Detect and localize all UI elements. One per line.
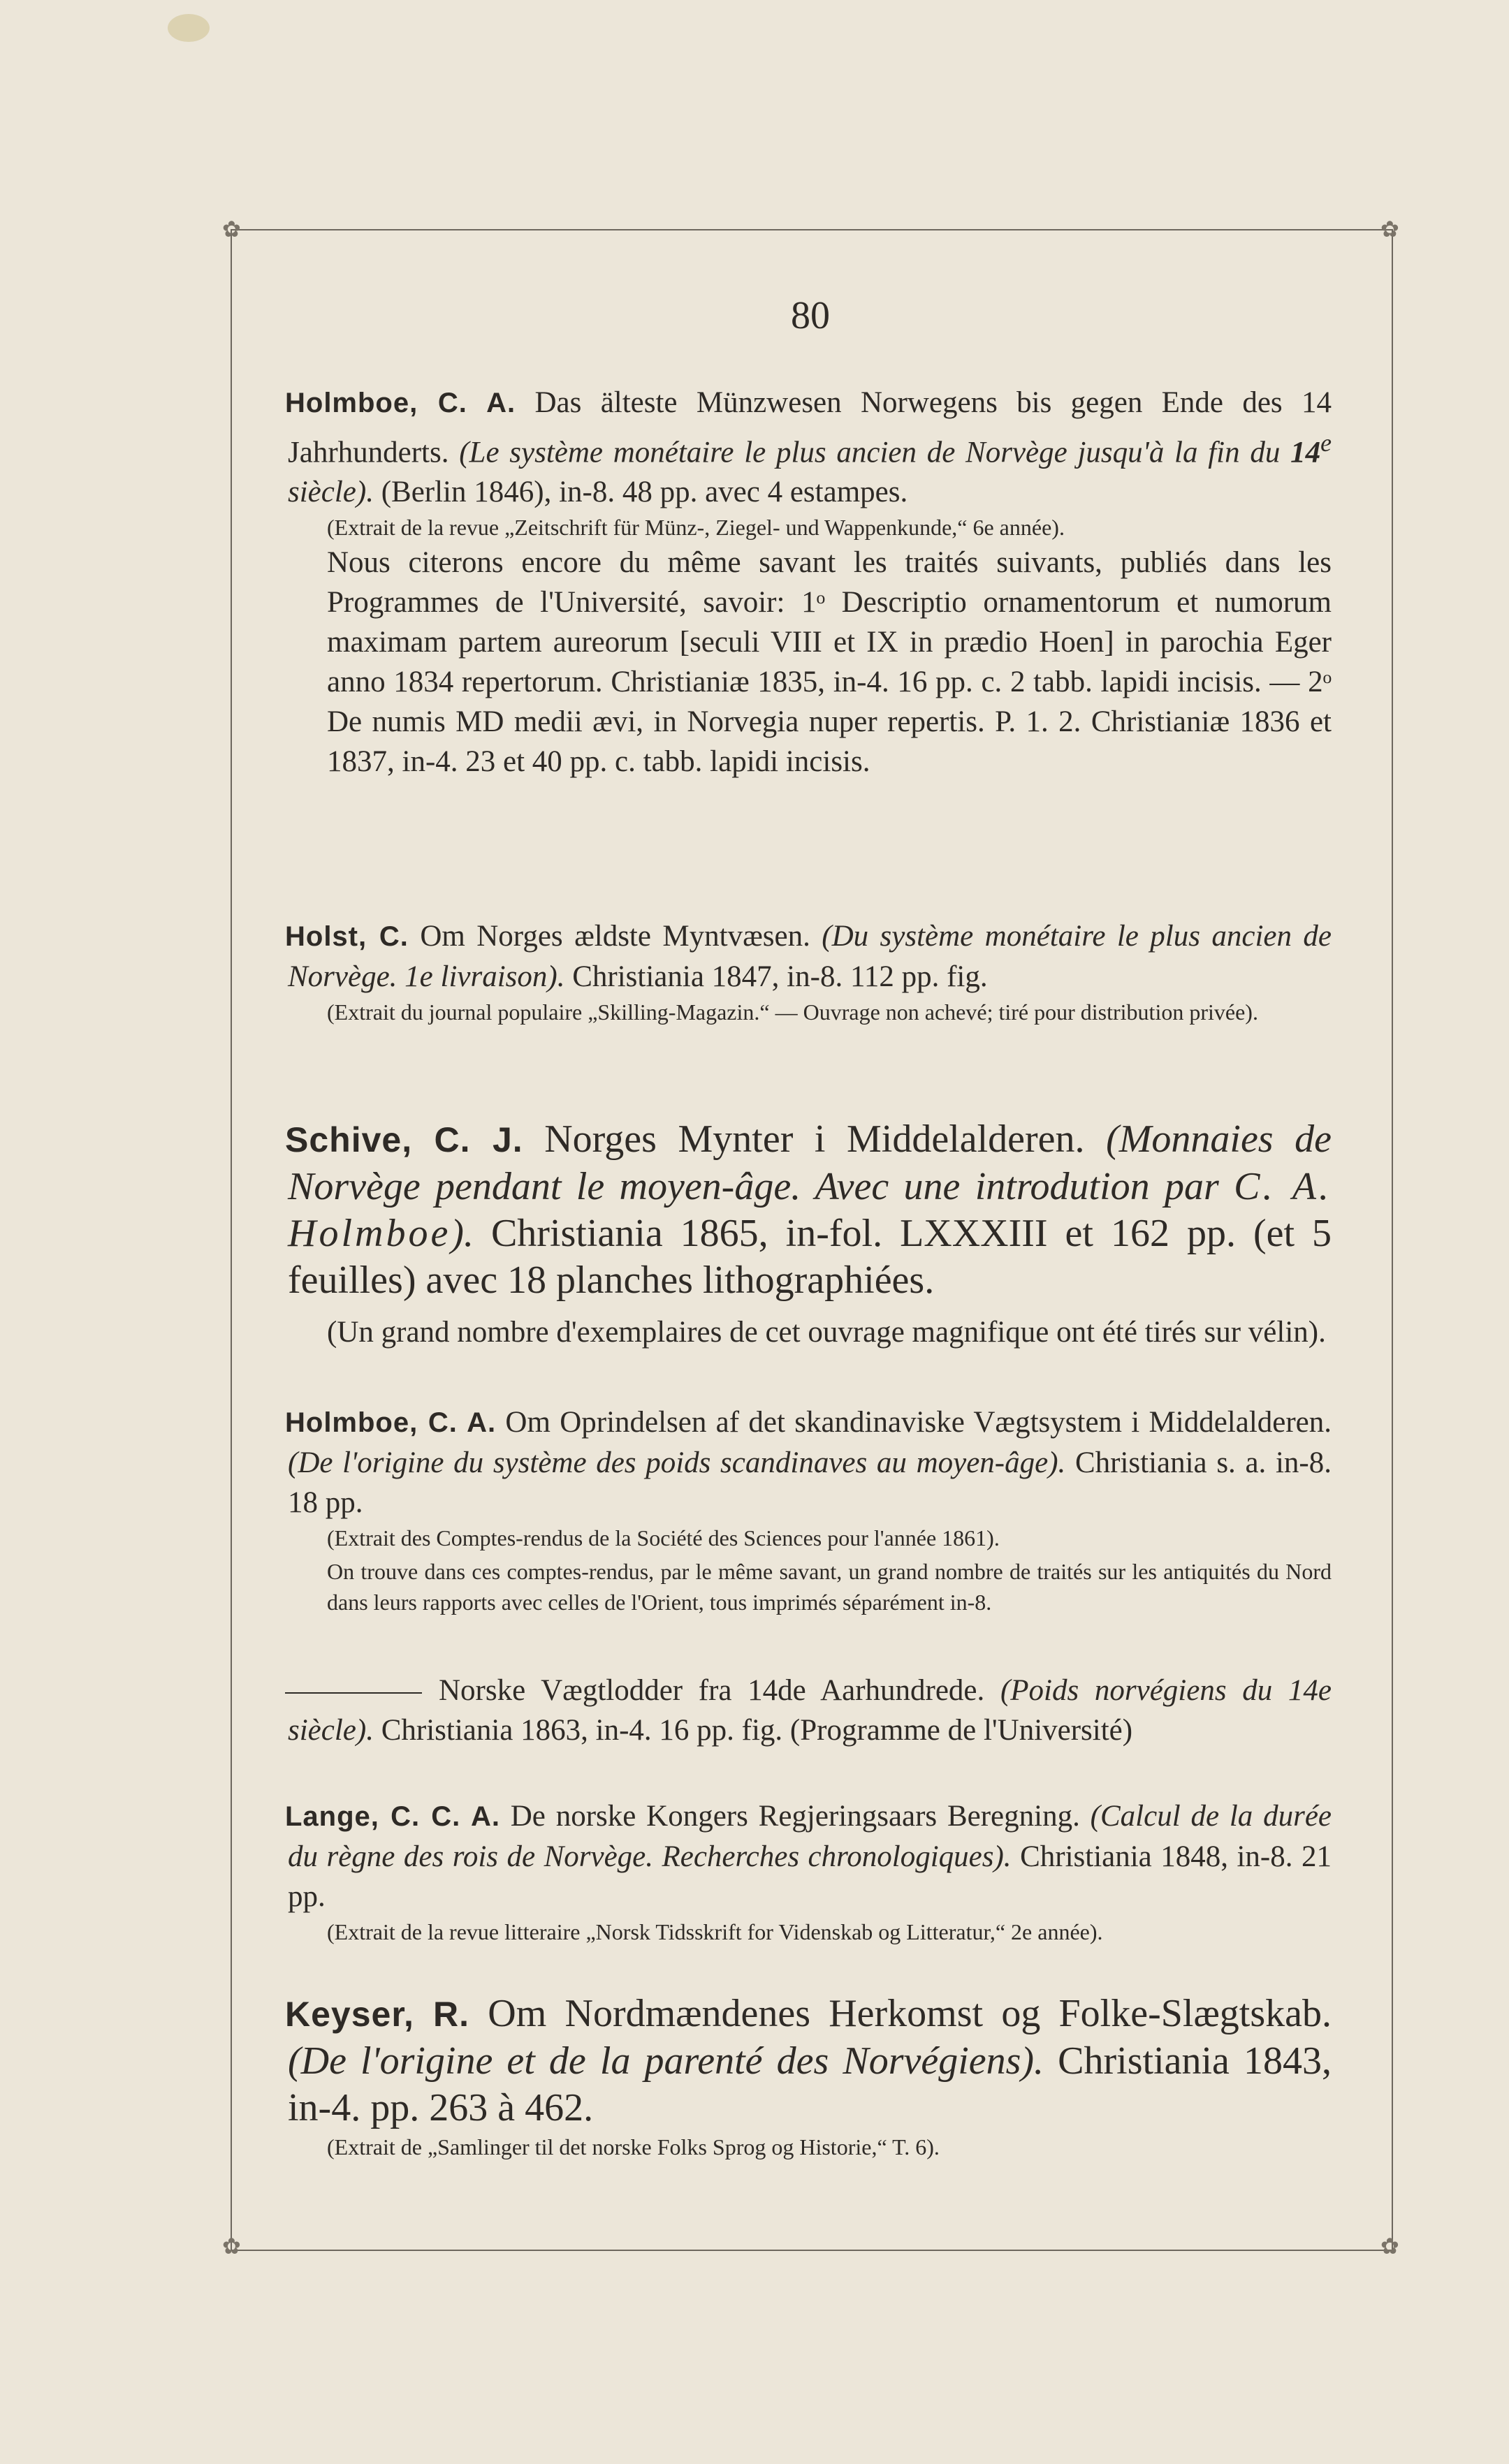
corner-ornament-icon: ✿ [1380,217,1399,242]
corner-ornament-icon: ✿ [1380,2234,1399,2259]
entry-title: Om Norges ældste Myntvæsen. [420,920,810,953]
paper-stain [168,14,210,42]
entry-title: Om Oprindelsen af det skandinaviske Vægtsystem i Middelalderen. [505,1406,1332,1439]
entry-note: (Extrait du journal populaire „Skilling-Magazin.“ — Ouvrage non achevé; tiré pour distribution privée). [327,999,1258,1025]
bibliography-entry [288,1671,1332,1750]
entry-title: Om Nordmændenes Herkomst og Folke-Slægtskab. [488,1992,1332,2035]
entry-title: Norske Vægtlodder fra 14de Aarhundrede. [439,1674,985,1707]
corner-ornament-icon: ✿ [222,2234,241,2259]
bibliography-entry [285,1402,1332,1618]
entry-translation-ordinal: 14 [1290,436,1321,469]
entry-translation-end: siècle). [288,476,374,509]
bibliography-entry [285,916,1332,1027]
entry-translation: (Le système monétaire le plus ancien de Norvège jusqu'à la fin du [459,436,1281,469]
entry-publication: Christiania 1848, in-8. 21 pp. [288,1840,1332,1913]
entry-note: (Extrait de la revue „Zeitschrift für Münz-, Ziegel- und Wappenkunde,“ 6e année). [327,515,1065,541]
entry-note: (Extrait de „Samlinger til det norske Folks Sprog og Historie,“ T. 6). [327,2134,940,2159]
page-number: 80 [791,294,830,337]
entry-note: (Extrait de la revue litteraire „Norsk Tidsskrift for Videnskab og Litteratur,“ 2e année). [327,1919,1103,1944]
entry-translation: (Du système monétaire le plus ancien de Norvège. 1e livraison). [288,920,1332,993]
entry-publication: Christiania 1843, in-4. pp. 263 à 462. [288,2039,1332,2129]
entry-note: (Un grand nombre d'exemplaires de cet ouvrage magnifique ont été tirés sur vélin). [327,1316,1326,1349]
entry-author: Lange, C. C. A. [285,1801,500,1832]
corner-ornament-icon: ✿ [222,217,241,242]
entry-translation: (De l'origine et de la parenté des Norvégiens). [288,2039,1044,2083]
entry-publication: Christiania s. a. in-8. 18 pp. [288,1446,1332,1519]
entry-author: Holst, C. [285,921,409,952]
entry-paragraph: Nous citerons encore du même savant les traités suivants, publiés dans les Programmes de l'Université, savoir: 1ᵒ Descriptio ornamentorum et numorum maximam partem aureorum [seculi VIII et IX in prædio Hoen] in parochia Eger anno 1834 repertorum. Christianiæ 1835, in-4. 16 pp. c. 2 tabb. lapidi incisis. — 2ᵒ De numis MD medii ævi, in Norvegia nuper repertis. P. 1. 2. Christianiæ 1836 et 1837, in-4. 23 et 40 pp. c. tabb. lapidi incisis. [327,546,1332,779]
entry-translation: (De l'origine du système des poids scandinaves au moyen-âge). [288,1446,1066,1479]
bibliography-entry [285,1990,1332,2162]
entry-translation: (Calcul de la durée du règne des rois de Norvège. Recherches chronologiques). [288,1800,1332,1873]
entry-translation-suffix: e [1320,429,1332,457]
entry-translation-author: C. A. Holmboe [288,1165,1332,1255]
entry-publication: Christiania 1865, in-fol. LXXXIII et 162 pp. (et 5 feuilles) avec 18 planches lithographiées. [288,1212,1332,1302]
entry-author: Holmboe, C. A. [285,1407,497,1438]
entry-author: Holmboe, C. A. [285,388,516,418]
entry-author: Schive, C. J. [285,1120,523,1159]
entry-publication: Christiania 1847, in-8. 112 pp. fig. [572,960,988,993]
bibliography-entry [285,1796,1332,1947]
entry-translation-end: ). [451,1212,474,1255]
bibliography-entry [285,1116,1332,1352]
bibliography-entry [285,383,1332,782]
entry-publication: Christiania 1863, in-4. 16 pp. fig. (Programme de l'Université) [381,1714,1133,1747]
entry-note: On trouve dans ces comptes-rendus, par le même savant, un grand nombre de traités sur les antiquités du Nord dans leurs rapports avec celles de l'Orient, tous imprimés séparément in-8. [327,1559,1332,1615]
entry-title: De norske Kongers Regjeringsaars Beregning. [510,1800,1080,1833]
entry-translation: (Monnaies de Norvège pendant le moyen-âge. Avec une introdution par [288,1117,1332,1208]
entry-title: Norges Mynter i Middelalderen. [544,1117,1085,1161]
entry-note: (Extrait des Comptes-rendus de la Société des Sciences pour l'année 1861). [327,1525,1000,1550]
ditto-rule [285,1692,422,1694]
entry-publication: (Berlin 1846), in-8. 48 pp. avec 4 estampes. [381,476,908,509]
entry-translation: (Poids norvégiens du 14e siècle). [288,1674,1332,1747]
entry-title: Das älteste Münzwesen Norwegens bis gegen Ende des 14 Jahrhunderts. [288,386,1332,469]
entry-author: Keyser, R. [285,1995,470,2034]
